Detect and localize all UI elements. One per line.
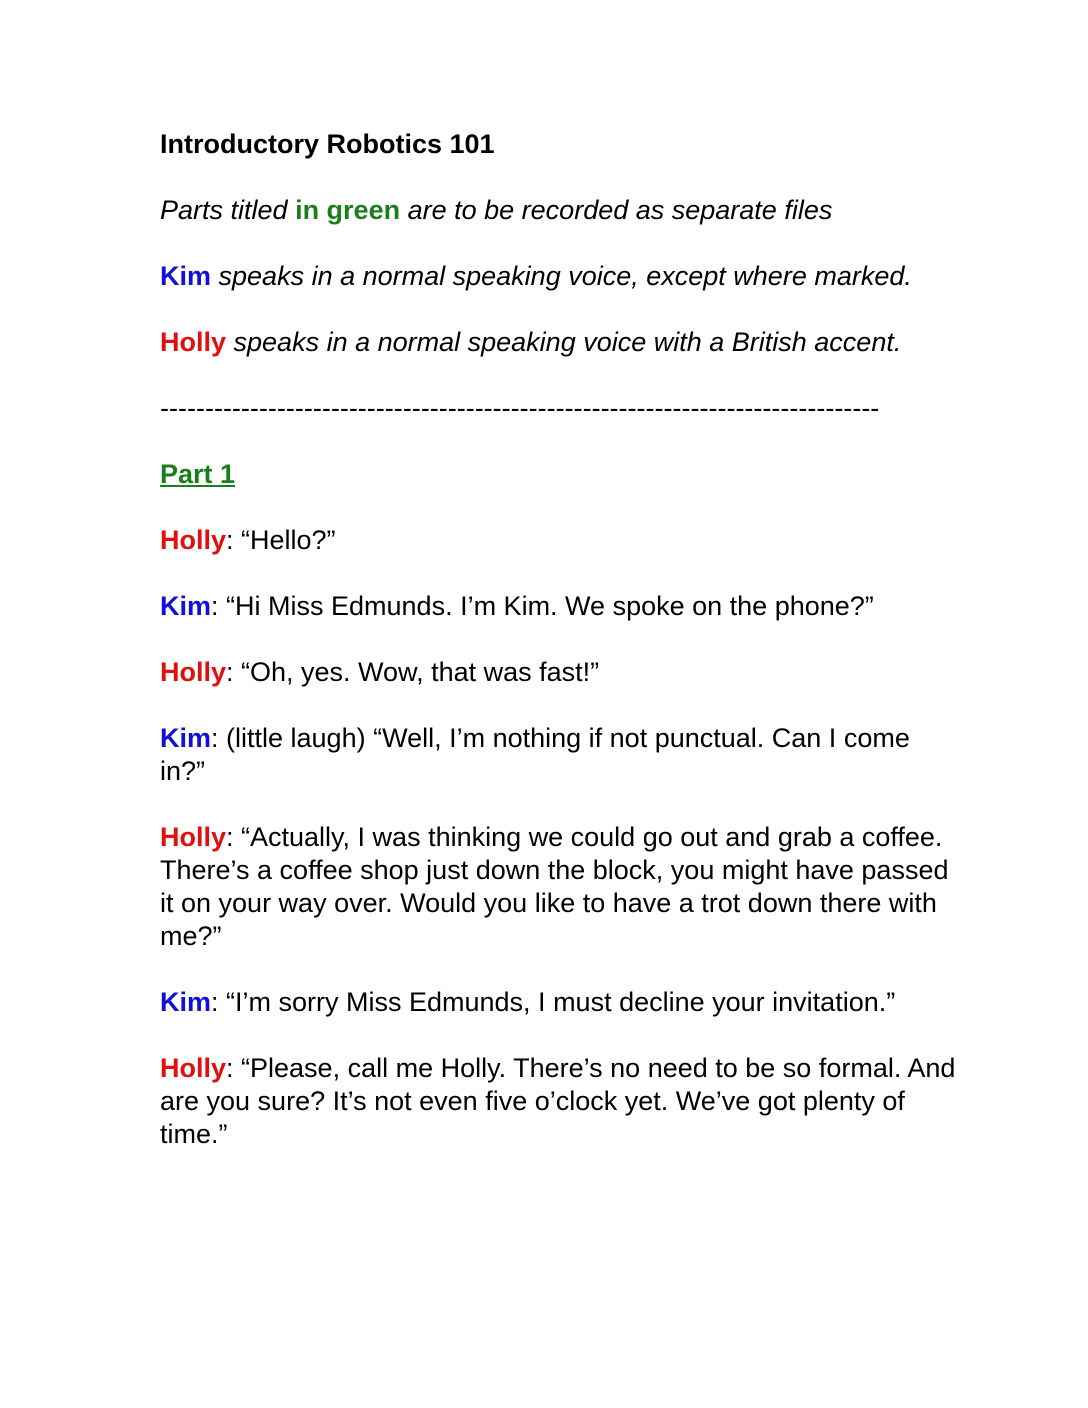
recording-note-prefix: Parts titled xyxy=(160,195,296,225)
dialogue-text: : “Hi Miss Edmunds. I’m Kim. We spoke on the phone?” xyxy=(211,591,874,621)
dialogue-text: : (little laugh) “Well, I’m nothing if not punctual. Can I come in?” xyxy=(160,723,910,786)
kim-voice-note-text: speaks in a normal speaking voice, except where marked. xyxy=(211,261,912,291)
dialogue-line xyxy=(160,722,960,788)
dialogue-line xyxy=(160,986,960,1019)
recording-note xyxy=(160,194,960,227)
dialogue-text: : “Hello?” xyxy=(226,525,336,555)
dialogue-line xyxy=(160,656,960,689)
dialogue-line xyxy=(160,1052,960,1151)
dialogue-text: : “Actually, I was thinking we could go out and grab a coffee. There’s a coffee shop just down the block, you might have passed it on your way over. Would you like to have a trot down there with me?” xyxy=(160,822,949,951)
speaker-name: Kim xyxy=(160,723,212,753)
speaker-name: Holly xyxy=(160,1053,227,1083)
dialogue-text: : “Please, call me Holly. There’s no need to be so formal. And are you sure? It’s not even five o’clock yet. We’ve got plenty of time.” xyxy=(160,1053,956,1149)
section-divider: -------------------------------------------------------------------------------- xyxy=(160,393,880,423)
dialogue-line xyxy=(160,524,960,557)
recording-note-suffix: are to be recorded as separate files xyxy=(400,195,833,225)
speaker-name: Holly xyxy=(160,657,227,687)
dialogue-line xyxy=(160,590,960,623)
document-page xyxy=(160,128,960,1184)
holly-voice-note xyxy=(160,326,960,359)
dialogue-line xyxy=(160,821,960,953)
speaker-name: Kim xyxy=(160,591,212,621)
holly-voice-note-name: Holly xyxy=(160,327,227,357)
kim-voice-note xyxy=(160,260,960,293)
part-heading: Part 1 xyxy=(160,459,236,489)
recording-note-highlight: in green xyxy=(295,195,401,225)
document-title: Introductory Robotics 101 xyxy=(160,129,495,159)
holly-voice-note-text: speaks in a normal speaking voice with a British accent. xyxy=(226,327,902,357)
kim-voice-note-name: Kim xyxy=(160,261,212,291)
dialogue-text: : “Oh, yes. Wow, that was fast!” xyxy=(226,657,600,687)
dialogue-text: : “I’m sorry Miss Edmunds, I must decline your invitation.” xyxy=(211,987,896,1017)
speaker-name: Holly xyxy=(160,525,227,555)
speaker-name: Holly xyxy=(160,822,227,852)
speaker-name: Kim xyxy=(160,987,212,1017)
